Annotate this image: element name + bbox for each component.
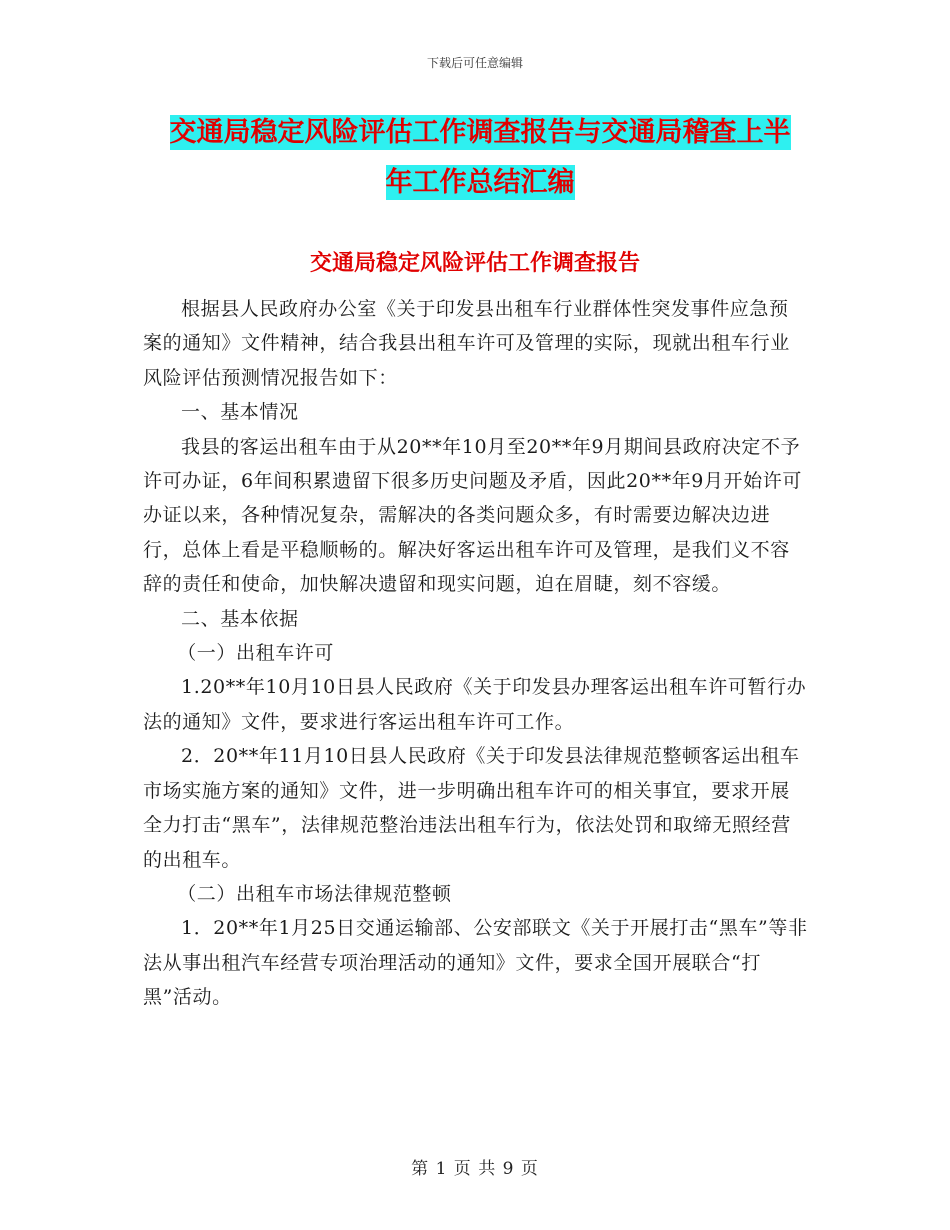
subheading-taxi-permit: （一）出租车许可 [177, 642, 334, 665]
subheading-market-rectification: （二）出租车市场法律规范整顿 [177, 882, 452, 905]
paragraph-intro: 根据县人民政府办公室《关于印发县出租车行业群体性突发事件应急预案的通知》文件精神，结合我县出租车许可及管理的实际，现就出租车行业风险评估预测情况报告如下： [143, 298, 790, 389]
document-title-line1: 交通局稳定风险评估工作调查报告与交通局稽查上半 [169, 117, 791, 148]
document-body [143, 292, 808, 1015]
section-title: 交通局稳定风险评估工作调查报告 [309, 251, 640, 276]
paragraph-permit-2: 2．20**年11月10日县人民政府《关于印发县法律规范整顿客运出租车市场实施方案的通知》文件，进一步明确出租车许可的相关事宜，要求开展全力打击“黑车”，法律规范整治违法出租车行为，依法处罚和取缔无照经营的出租车。 [143, 745, 800, 871]
heading-basic-basis: 二、基本依据 [181, 607, 299, 630]
document-title [140, 108, 820, 208]
paragraph-situation: 我县的客运出租车由于从20**年10月至20**年9月期间县政府决定不予许可办证，6年间积累遗留下很多历史问题及矛盾，因此20**年9月开始许可办证以来，各种情况复杂，需解决的各类问题众多，有时需要边解决边进行，总体上看是平稳顺畅的。解决好客运出租车许可及管理，是我们义不容辞的责任和使命，加快解决遗留和现实问题，迫在眉睫，刻不容缓。 [143, 435, 802, 596]
page-number: 第 1 页 共 9 页 [411, 1159, 539, 1179]
heading-basic-situation: 一、基本情况 [181, 401, 299, 424]
document-title-line2: 年工作总结汇编 [385, 167, 575, 198]
paragraph-permit-1: 1.20**年10月10日县人民政府《关于印发县办理客运出租车许可暂行办法的通知》文件，要求进行客运出租车许可工作。 [143, 676, 807, 733]
paragraph-rectification-1: 1．20**年1月25日交通运输部、公安部联文《关于开展打击“黑车”等非法从事出租汽车经营专项治理活动的通知》文件，要求全国开展联合“打黑”活动。 [143, 917, 808, 1009]
page-header-note: 下载后可任意编辑 [426, 56, 523, 70]
